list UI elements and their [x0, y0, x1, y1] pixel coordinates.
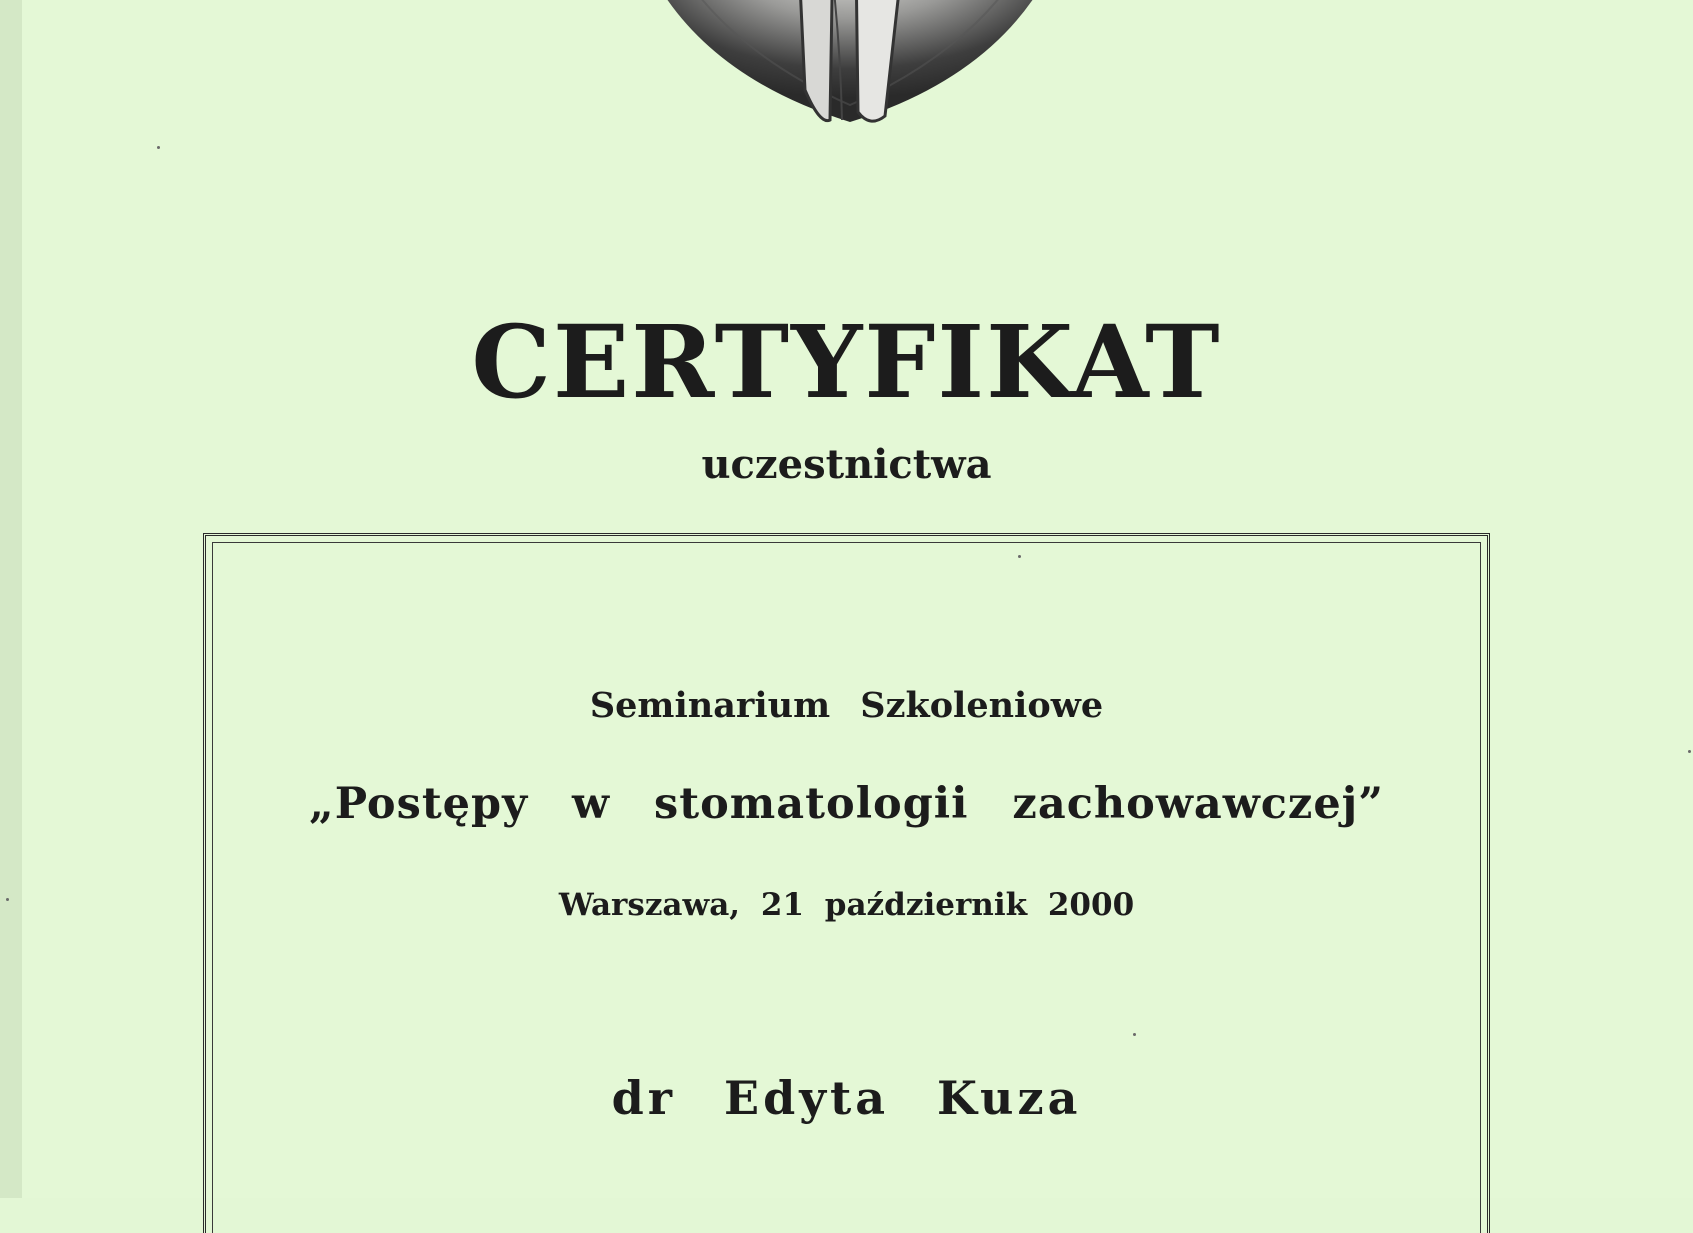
paper-speck: [157, 146, 160, 149]
participant-name: dr Edyta Kuza: [611, 1071, 1082, 1125]
certificate-title: CERTYFIKAT: [471, 303, 1222, 421]
paper-edge: [0, 0, 22, 1198]
emblem-seal-icon: [590, 0, 1110, 130]
place-date: Warszawa, 21 październik 2000: [558, 887, 1135, 923]
certificate-subtitle: uczestnictwa: [701, 441, 992, 488]
paper-speck: [6, 898, 9, 901]
event-topic: „Postępy w stomatologii zachowawczej”: [309, 779, 1384, 829]
paper-speck: [1018, 555, 1021, 558]
paper-speck: [1133, 1033, 1136, 1036]
content-frame: [203, 533, 1490, 1233]
event-type: Seminarium Szkoleniowe: [589, 685, 1104, 726]
paper-speck: [1688, 750, 1691, 753]
